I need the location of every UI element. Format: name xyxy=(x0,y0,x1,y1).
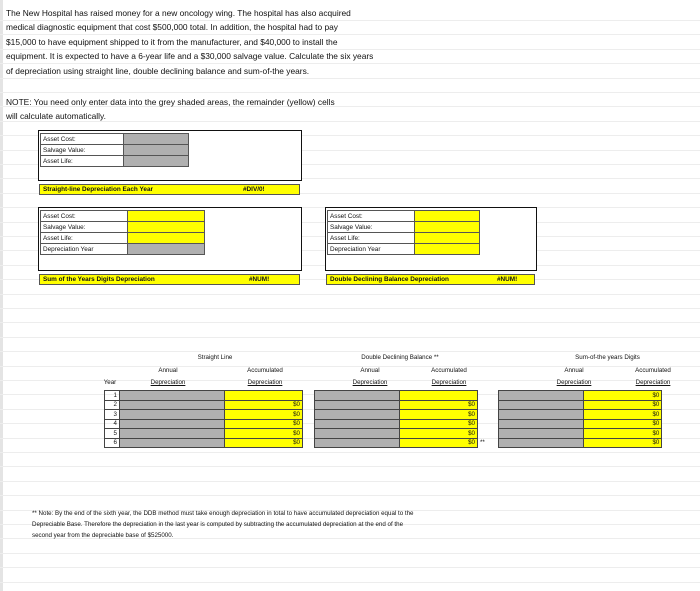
footnote-line: second year from the depreciable base of $525000. xyxy=(32,532,174,539)
sl-asset-life-input[interactable] xyxy=(124,156,189,167)
syd-accum-cell: $0 xyxy=(584,429,662,439)
spacer-cell xyxy=(487,400,499,410)
salvage-value-label: Salvage Value: xyxy=(41,222,128,233)
sl-annual-subheader: Depreciation xyxy=(150,379,186,386)
spacer-cell xyxy=(303,410,315,420)
ddb-marker-cell xyxy=(478,429,487,439)
sl-annual-cell[interactable] xyxy=(120,391,225,401)
syd-annual-cell[interactable] xyxy=(499,419,584,429)
year-cell: 3 xyxy=(105,410,120,420)
note-line: NOTE: You need only enter data into the grey shaded areas, the remainder (yellow) cells xyxy=(6,97,335,107)
ddb-annual-cell[interactable] xyxy=(315,429,400,439)
syd-annual-cell[interactable] xyxy=(499,438,584,448)
gridline xyxy=(0,466,700,467)
sl-accum-header: Accumulated xyxy=(247,367,283,374)
straight-line-result xyxy=(39,184,300,195)
depreciation-schedule-table xyxy=(104,390,662,448)
sl-annual-cell[interactable] xyxy=(120,429,225,439)
depreciation-year-label: Depreciation Year xyxy=(328,244,415,255)
syd-annual-subheader: Depreciation xyxy=(556,379,592,386)
ddb-accum-cell: $0 xyxy=(400,400,478,410)
asset-cost-label: Asset Cost: xyxy=(41,211,128,222)
salvage-value-label: Salvage Value: xyxy=(328,222,415,233)
schedule-row xyxy=(105,391,662,401)
straight-line-inputs xyxy=(40,133,189,167)
spacer-cell xyxy=(487,419,499,429)
ddb-marker-cell xyxy=(478,410,487,420)
sl-accum-cell: $0 xyxy=(225,400,303,410)
gridline xyxy=(0,582,700,583)
sl-accum-cell: $0 xyxy=(225,438,303,448)
ddb-annual-cell[interactable] xyxy=(315,391,400,401)
sl-annual-cell[interactable] xyxy=(120,400,225,410)
ddb-footnote xyxy=(32,508,552,541)
ddb-annual-subheader: Depreciation xyxy=(352,379,388,386)
sl-annual-cell[interactable] xyxy=(120,410,225,420)
spacer-cell xyxy=(303,400,315,410)
asset-life-label: Asset Life: xyxy=(328,233,415,244)
spacer-cell xyxy=(487,429,499,439)
sl-accum-cell: $0 xyxy=(225,410,303,420)
note-line: will calculate automatically. xyxy=(6,111,106,122)
ddb-marker-cell: ** xyxy=(480,439,485,447)
sl-annual-cell[interactable] xyxy=(120,419,225,429)
spacer-cell xyxy=(487,410,499,420)
syd-accum-cell: $0 xyxy=(584,419,662,429)
sl-accum-cell: $0 xyxy=(225,419,303,429)
asset-cost-label: Asset Cost: xyxy=(328,211,415,222)
sl-annual-header: Annual xyxy=(158,367,178,374)
ddb-marker-cell xyxy=(478,400,487,410)
sl-annual-cell[interactable] xyxy=(120,438,225,448)
footnote-line: Depreciable Base. Therefore the depreciation in the last year is computed by subtracting the accumulated depreciation at the end of the xyxy=(32,521,404,528)
sl-accum-cell: $0 xyxy=(225,429,303,439)
ddb-depreciation-year-cell[interactable] xyxy=(415,244,480,255)
asset-life-label: Asset Life: xyxy=(41,156,124,167)
problem-statement xyxy=(6,6,426,78)
syd-accum-cell: $0 xyxy=(584,410,662,420)
syd-accum-cell: $0 xyxy=(584,400,662,410)
syd-annual-cell[interactable] xyxy=(499,400,584,410)
straight-line-result-value: #DIV/0! xyxy=(243,186,265,193)
ddb-inputs xyxy=(327,210,480,255)
syd-accum-subheader: Depreciation xyxy=(635,379,671,386)
ddb-accum-cell: $0 xyxy=(400,438,478,448)
gridline xyxy=(0,567,700,568)
schedule-row xyxy=(105,410,662,420)
year-cell: 6 xyxy=(105,438,120,448)
syd-inputs xyxy=(40,210,205,255)
ddb-asset-cost-cell[interactable] xyxy=(415,211,480,222)
syd-asset-life-cell[interactable] xyxy=(128,233,205,244)
sl-group-title: Straight Line xyxy=(197,354,233,361)
asset-cost-label: Asset Cost: xyxy=(41,134,124,145)
syd-result-label: Sum of the Years Digits Depreciation xyxy=(43,276,155,283)
syd-depreciation-year-input[interactable] xyxy=(128,244,205,255)
syd-result-value: #NUM! xyxy=(249,276,270,283)
instructions-note xyxy=(6,95,426,124)
ddb-marker-cell xyxy=(478,419,487,429)
straight-line-result-label: Straight-line Depreciation Each Year xyxy=(43,186,153,193)
gridline xyxy=(0,92,700,93)
intro-line: $15,000 to have equipment shipped to it from the manufacturer, and $40,000 to install the xyxy=(6,36,338,47)
syd-accum-header: Accumulated xyxy=(635,367,671,374)
intro-line: medical diagnostic equipment that cost $500,000 total. In addition, the hospital had to pay xyxy=(6,22,338,33)
sl-accum-subheader: Depreciation xyxy=(247,379,283,386)
syd-salvage-value-cell[interactable] xyxy=(128,222,205,233)
gridline xyxy=(0,351,700,352)
spacer-cell xyxy=(303,429,315,439)
syd-result xyxy=(39,274,300,285)
schedule-row xyxy=(105,419,662,429)
footnote-line: ** Note: By the end of the sixth year, the DDB method must take enough depreciation in total to have accumulated depreciation equal to the xyxy=(32,510,414,517)
syd-annual-header: Annual xyxy=(564,367,584,374)
gridline xyxy=(0,553,700,554)
syd-annual-cell[interactable] xyxy=(499,391,584,401)
ddb-annual-header: Annual xyxy=(360,367,380,374)
gridline xyxy=(0,322,700,323)
ddb-annual-cell[interactable] xyxy=(315,419,400,429)
schedule-row xyxy=(105,429,662,439)
ddb-annual-cell[interactable] xyxy=(315,438,400,448)
ddb-annual-cell[interactable] xyxy=(315,400,400,410)
syd-accum-cell: $0 xyxy=(584,438,662,448)
ddb-salvage-value-cell[interactable] xyxy=(415,222,480,233)
ddb-result-value: #NUM! xyxy=(497,276,518,283)
intro-line: of depreciation using straight line, double declining balance and sum-of-the years. xyxy=(6,65,310,76)
syd-annual-cell[interactable] xyxy=(499,410,584,420)
depreciation-year-label: Depreciation Year xyxy=(41,244,128,255)
ddb-accum-cell: $0 xyxy=(400,429,478,439)
syd-accum-cell: $0 xyxy=(584,391,662,401)
gridline xyxy=(0,481,700,482)
ddb-annual-cell[interactable] xyxy=(315,410,400,420)
year-cell: 4 xyxy=(105,419,120,429)
schedule-row xyxy=(105,400,662,410)
ddb-result-label: Double Declining Balance Depreciation xyxy=(330,276,449,283)
ddb-result xyxy=(326,274,535,285)
spacer-cell xyxy=(303,391,315,401)
spacer-cell xyxy=(487,391,499,401)
gridline xyxy=(0,452,700,453)
year-cell: 5 xyxy=(105,429,120,439)
gridline xyxy=(0,308,700,309)
year-header: Year xyxy=(103,379,117,386)
intro-line: equipment. It is expected to have a 6-year life and a $30,000 salvage value. Calculate the six years xyxy=(6,51,374,62)
year-cell: 2 xyxy=(105,400,120,410)
ddb-accum-cell xyxy=(400,391,478,401)
intro-line: The New Hospital has raised money for a new oncology wing. The hospital has also acquired xyxy=(6,8,351,18)
ddb-group-title: Double Declining Balance ** xyxy=(361,354,439,361)
sl-asset-cost-input[interactable] xyxy=(124,134,189,145)
gridline xyxy=(0,78,700,79)
syd-annual-cell[interactable] xyxy=(499,429,584,439)
spacer-cell xyxy=(303,438,315,448)
spacer-cell xyxy=(303,419,315,429)
schedule-row xyxy=(105,438,662,448)
gridline xyxy=(0,495,700,496)
sheet-left-edge xyxy=(0,0,3,591)
ddb-asset-life-cell[interactable] xyxy=(415,233,480,244)
ddb-accum-subheader: Depreciation xyxy=(431,379,467,386)
ddb-accum-cell: $0 xyxy=(400,419,478,429)
asset-life-label: Asset Life: xyxy=(41,233,128,244)
ddb-marker-cell xyxy=(478,391,487,401)
ddb-accum-header: Accumulated xyxy=(431,367,467,374)
syd-asset-cost-cell[interactable] xyxy=(128,211,205,222)
gridline xyxy=(0,294,700,295)
gridline xyxy=(0,337,700,338)
sl-accum-cell xyxy=(225,391,303,401)
ddb-accum-cell: $0 xyxy=(400,410,478,420)
sl-salvage-value-input[interactable] xyxy=(124,145,189,156)
syd-group-title: Sum-of-the years Digits xyxy=(575,354,640,361)
spacer-cell xyxy=(487,438,499,448)
year-cell: 1 xyxy=(105,391,120,401)
salvage-value-label: Salvage Value: xyxy=(41,145,124,156)
